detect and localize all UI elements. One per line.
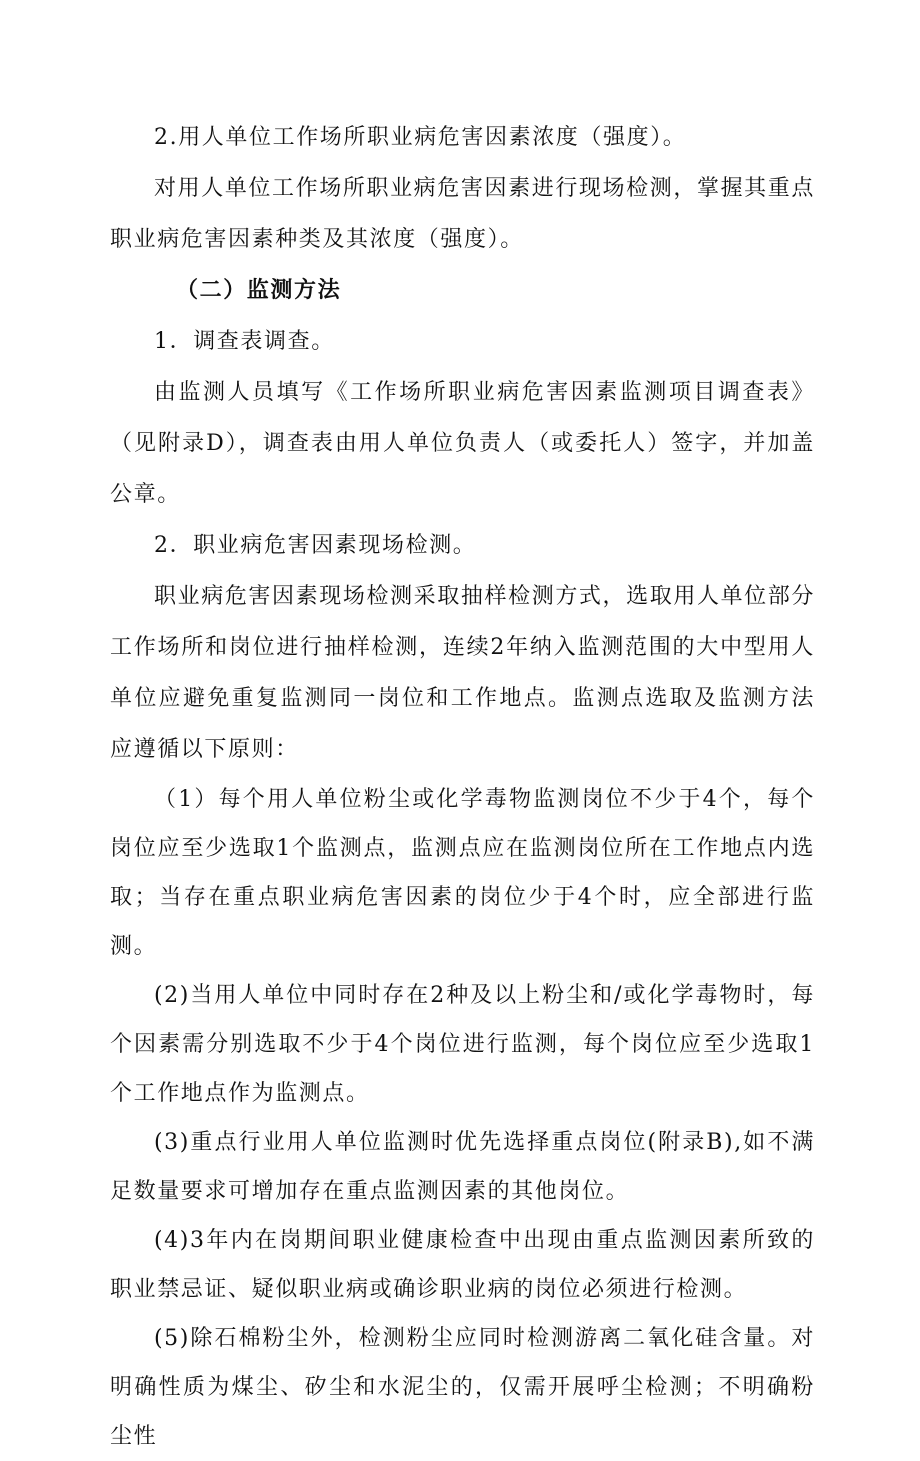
paragraph-item-2-body: 对用人单位工作场所职业病危害因素进行现场检测，掌握其重点职业病危害因素种类及其浓度（强度）。	[110, 176, 815, 252]
paragraph-rule-2: (2)当用人单位中同时存在2种及以上粉尘和/或化学毒物时，每个因素需分别选取不少于4个岗位进行监测，每个岗位应至少选取1个工作地点作为监测点。	[110, 983, 815, 1106]
paragraph-survey-title: 1．调查表调查。	[154, 329, 335, 354]
paragraph-rule-5: (5)除石棉粉尘外，检测粉尘应同时检测游离二氧化硅含量。对明确性质为煤尘、矽尘和水泥尘的，仅需开展呼尘检测；不明确粉尘性	[110, 1326, 815, 1449]
section-heading-monitoring-method: （二）监测方法	[176, 278, 342, 303]
paragraph-rule-1: （1）每个用人单位粉尘或化学毒物监测岗位不少于4个，每个岗位应至少选取1个监测点，监测点应在监测岗位所在工作地点内选取；当存在重点职业病危害因素的岗位少于4个时，应全部进行监测。	[110, 787, 815, 959]
paragraph-rule-4: (4)3年内在岗期间职业健康检查中出现由重点监测因素所致的职业禁忌证、疑似职业病或确诊职业病的岗位必须进行检测。	[110, 1228, 815, 1302]
paragraph-item-2-title: 2.用人单位工作场所职业病危害因素浓度（强度）。	[154, 125, 687, 150]
paragraph-survey-body: 由监测人员填写《工作场所职业病危害因素监测项目调查表》（见附录D），调查表由用人单位负责人（或委托人）签字，并加盖公章。	[110, 380, 815, 507]
paragraph-rule-3: (3)重点行业用人单位监测时优先选择重点岗位(附录B),如不满足数量要求可增加存在重点监测因素的其他岗位。	[110, 1130, 815, 1204]
paragraph-onsite-title: 2．职业病危害因素现场检测。	[154, 533, 477, 558]
paragraph-onsite-body: 职业病危害因素现场检测采取抽样检测方式，选取用人单位部分工作场所和岗位进行抽样检测，连续2年纳入监测范围的大中型用人单位应避免重复监测同一岗位和工作地点。监测点选取及监测方法应遵循以下原则：	[110, 584, 815, 762]
document-body	[110, 112, 815, 1461]
